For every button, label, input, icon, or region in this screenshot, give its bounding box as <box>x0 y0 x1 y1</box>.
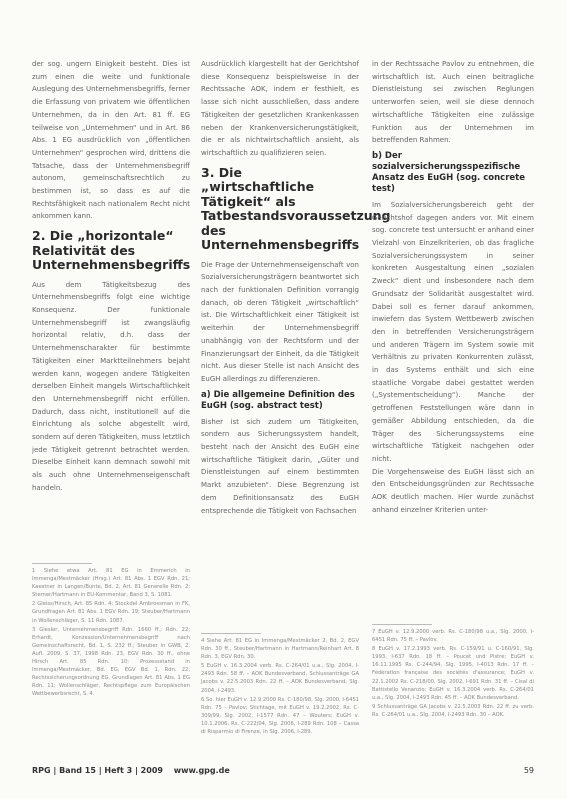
footnote: 9 Schlussanträge GA Jacobs v. 22.5.2003 Rdn. 22 ff. zu verb. Rs. C-264/01 u.a., Slg. 2004, I-2493 Rdn. 30 – AOK. <box>372 703 534 718</box>
footnote: 4 Siehe Art. 81 EG in Immenga/Mestmäcker 2, Bd. 2, EGV Rdn. 30 ff., Steuber/Hartmann in Hartmann/Reinhart Art. 8 Rdn. 3, EGV Rdn. 30. <box>201 638 359 661</box>
section-heading: 2. Die „horizontale“ Relativität des Unternehmensbegriffs <box>32 228 191 273</box>
paragraph: Im Sozialversicherungsbereich geht der Gerichtshof dagegen anders vor. Mit einem sog. concrete test untersucht er anhand einer Vielzahl von Einzelkriterien, ob das fragliche Sozialversicherungssystem in seiner konkreten Ausgestaltung einen „sozialen Zweck“ dient und insbesondere nach dem Grundsatz der Solidarität ausgestaltet wird. Dabei soll es ferner darauf ankommen, inwiefern das System Wettbewerb zwischen den in betreffenden Versicherungsträgern und anderen Trägern im System sowie mit Verhältnis zu privaten Konkurrenten zulässt, in das Systems enthält und sich eine staatliche Vorgabe dabei gestattet werden („Systementscheidung“). Manche der getroffenen Feststellungen wäre dann in gemäßer Abbildung entschieden, da die Träger des Sicherungssystems eine wirtschaftliche Tätigkeit nachgehen oder nicht. <box>372 200 534 463</box>
paragraph: Die Frage der Unternehmenseigenschaft von Sozialversicherungsträgern beantwortet sich nach der funktionalen Definition vorrangig danach, ob deren Tätigkeit „wirtschaftlich“ ist. Die Wirtschaftlichkeit einer Tätigkeit ist weiterhin der Unternehmensbegriff unabhängig von der Rechtsform und der Finanzierungsart der Einheit, da die Tätigkeit nicht. Aus dieser Stelle ist nach Ansicht des EuGH allerdings zu differenzieren. <box>201 260 359 383</box>
footnote: 5 EuGH v. 16.3.2004 verb. Rs. C-264/01 u.a., Slg. 2004, I-2493 Rdn. 58 ff. – AOK Bundesverband, Schlussanträge GA Jacobs v. 22.5.2003 Rdn. 22 ff. – AOK Bundesverband, Slg. 2004, I-2493. <box>201 663 359 694</box>
footnotes-column-1 <box>32 567 190 700</box>
column-1 <box>32 58 190 495</box>
column-2 <box>201 58 391 517</box>
section-heading: b) Der sozialversicherungsspezifische Ansatz des EuGH (sog. concrete test) <box>372 150 525 194</box>
footnote: 7 EuGH v. 12.9.2000 verb. Rs. C-180/98 u.a., Slg. 2000, I-6451 Rdn. 75 ff. – Pavlov. <box>372 629 534 644</box>
footnote: 1 Siehe etwa Art. 81 EG in Emmerich in Immenga/Mestmäcker (Hrsg.) Art. 81 Abs. 1 EGV Rdn. 21; Kaestner in Langen/Bunte, Bd. 2, Art. 81 Generelle Rdn. 2; Sterner/Hartmann in EU-Kommentar, Band 3, S. 1081. <box>32 568 190 599</box>
paragraph: in der Rechtssache Pavlov zu entnehmen, die wirtschaftlich ist. Auch einen beitragliche Dienstleistung sei zwischen Reglungen unterworfen seien, weil sie diese dennoch wirtschaftliche Tätigkeiten eine zulässige Funktion aus der Unternehmen im betreffenden Rahmen. <box>372 60 534 145</box>
footnote: 8 EuGH v. 17.2.1993 verb. Rs. C-159/91 u. C-160/91, Slg. 1993, I-637 Rdn. 18 ff. – Poucet und Pistre; EuGH v. 16.11.1995 Rs. C-244/94, Slg. 1995, I-4013 Rdn. 17 ff. – Fédération française des sociétés d'assurance; EuGH v. 22.1.2002 Rs. C-218/00, Slg. 2002, I-691 Rdn. 31 ff. – Cisal di Battistello Venanzio; EuGH v. 16.3.2004 verb. Rs. C-264/01 u.a., Slg. 2004, I-2493 Rdn. 45 ff. – AOK Bundesverband. <box>372 646 534 701</box>
paragraph: der sog. ungern Einigkeit besteht. Dies ist zum einen die weite und funktionale Auslegung des Unternehmensbegriffs, ferner die Erfassung von privatem wie öffentlichen Unternehmen, da in den Art. 81 ff. EG teilweise von „Unternehmen“ und in Art. 86 Abs. 1 EG ausdrücklich von „öffentlichen Unternehmen“ gesprochen wird, drittens die Tatsache, dass der Unternehmensbegriff autonom, gemeinschaftsrechtlich zu bestimmen ist, so dass es auf die Rechtsfähigkeit nach nationalem Recht nicht ankommen kann. <box>32 60 190 221</box>
paragraph: Ausdrücklich klargestellt hat der Gerichtshof diese Konsequenz beispielsweise in der Rechtssache AOK, indem er festhielt, es lasse sich nicht ausschließen, dass andere Tätigkeiten der gesetzlichen Krankenkassen neben der Krankenversicherungstätigkeit, die er als nichtwirtschaftlich ansieht, als wirtschaftlich zu qualifizieren seien. <box>201 60 359 157</box>
footnote-rule-2 <box>201 633 261 634</box>
page-footer <box>32 766 534 780</box>
column-3 <box>372 58 534 517</box>
section-heading: 3. Die „wirtschaftliche Tätigkeit“ als Tatbestandsvoraussetzung des Unternehmensbegriffs <box>201 164 391 253</box>
footnote-rule-3 <box>372 624 432 625</box>
section-heading: a) Die allgemeine Definition des EuGH (sog. abstract test) <box>201 389 355 411</box>
page-number: 59 <box>523 766 534 775</box>
footnote: 6 So. hier EuGH v. 12.9.2000 Rs. C-180/98, Slg. 2000, I-6451 Rdn. 75 – Pavlov; Stichtage, mit EuGH v. 19.2.2002, Rs. C-309/99, Slg. 2002, I-1577 Rdn. 47 – Wouters; EuGH v. 10.1.2006, Rs. C-222/04, Slg. 2006, I-289 Rdn. 108 – Cassa di Risparmio di Firenze, in Slg. 2006, I-289. <box>201 696 359 736</box>
footnote-rule-1 <box>32 563 92 564</box>
footnotes-column-3 <box>372 628 534 720</box>
paragraph: Die Vorgehensweise des EuGH lässt sich an den Entscheidungsgründen zur Rechtssache AOK deutlich machen. Hier wurde zunächst anhand einzelner Kriterien unter- <box>372 467 534 514</box>
footer-website-link[interactable]: www.gpg.de <box>173 766 230 775</box>
footnote: 3 Giesler, Unternehmensbegriff Rdn. 1660 ff.; Rdn. 22; Erhardt, Konzession/Unternehmensbegriff nach Gemeinschaftsrecht, Bd. 1, S. 232 ff.; Steuber in GWB, 2. Aufl. 2009, S. 37, 1998 Rdn. 23, EGV Rdn. 30 ff., ohne Hirsch Art. 85 Rdn. 10; Prozessstand in Immenga/Mestmäcker, Bd. EG, EGV Bd. 1, Rdn. 22, Rechtssicherungsordnung EG, Grundlagen Art. 81 Abs. 1 EG Rdn. 11; Wollenschläger, Rechtspflege zum Europäischen Wettbewerbsrecht, S. 4. <box>32 626 190 698</box>
journal-info: RPG | Band 15 | Heft 3 | 2009 <box>32 766 163 775</box>
paragraph: Bisher ist sich zudem um Tätigkeiten, sondern aus Sicherungssystem handelt, besteht nach der Ansicht des EuGH eine wirtschaftliche Tätigkeit darin, „Güter und Dienstleistungen auf einem bestimmten Markt anzubieten“. Diese Begrenzung ist dem Definitionsansatz des EuGH entsprechende die Tätigkeit von Fachsachen <box>201 417 359 515</box>
footnotes-column-2 <box>201 637 359 737</box>
footnote: 2 Gleiss/Hirsch, Art. 85 Rdn. 4; Stockdel Ambrossman in FK, Grundfragen Art. 81 Abs. 1 EGV Rdn. 19; Steuber/Hartmann in Wollenschläger, S. 11 Rdn. 1087. <box>32 601 190 624</box>
paragraph: Aus dem Tätigkeitsbezug des Unternehmensbegriffs folgt eine wichtige Konsequenz. Der funktionale Unternehmensbegriff ist zwangsläufig horizontal relativ, d.h. dass der Unternehmenscharakter für bestimmte Tätigkeiten einer Marktteilnehmers bejaht werden kann, wogegen andere Tätigkeiten derselben Einheit mangels Wirtschaftlichkeit den Unternehmensbegriff nicht erfüllen. Dadurch, dass nicht, institutionell auf die Einrichtung als solche abgestellt wird, sondern auf deren Tätigkeiten, muss letztlich jede Tätigkeit getrennt betrachtet werden. Dieselbe Einheit kann demnach sowohl mit als auch ohne Unternehmenseigenschaft handeln. <box>32 280 190 492</box>
footer-journal <box>32 766 230 775</box>
